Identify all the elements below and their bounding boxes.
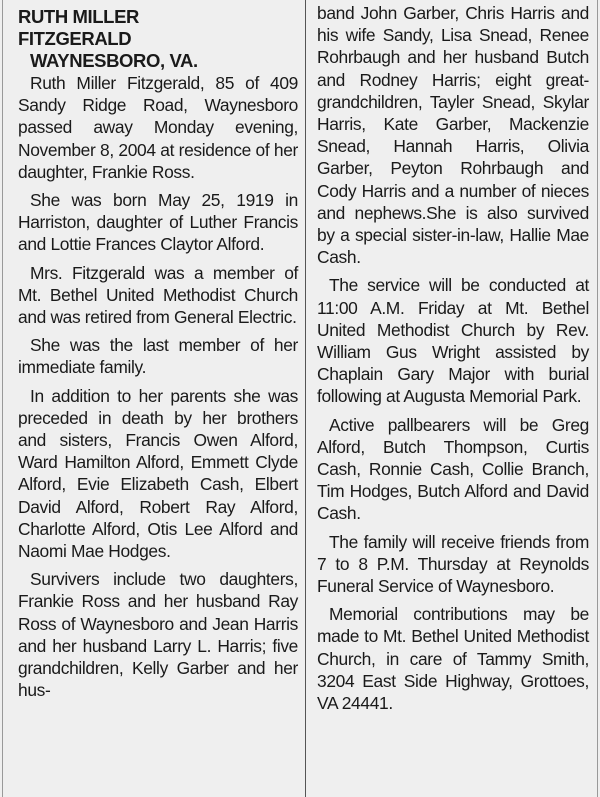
paragraph-visitation: The family will receive friends from 7 to 8 P.M. Thursday at Reynolds Funeral Service of Waynesboro.	[317, 531, 589, 597]
obituary-name-line1: RUTH MILLER	[18, 6, 139, 27]
paragraph-survivors-continued: band John Garber, Chris Harris and his wife Sandy, Lisa Snead, Renee Rohrbaugh and her husband Butch and Rodney Harris; eight great-grandchildren, Tayler Snead, Skylar Harris, Kate Garber, Mackenzie Snead, Hannah Harris, Olivia Garber, Peyton Rohrbaugh and Cody Harris and a number of nieces and nephews.She is also survived by a special sister-in-law, Hallie Mae Cash.	[317, 3, 589, 268]
right-column	[317, 2, 589, 714]
column-divider	[305, 0, 306, 797]
right-edge-rule	[597, 0, 598, 797]
paragraph-survivors: Survivers include two daughters, Frankie Ross and her husband Ray Ross of Waynesboro and Jean Harris and her husband Larry L. Harris; five grandchildren, Kelly Garber and her hus-	[18, 569, 298, 701]
left-column	[18, 6, 298, 701]
obituary-name-line2: FITZGERALD	[18, 28, 132, 49]
obituary-location: WAYNESBORO, VA.	[30, 50, 198, 71]
paragraph-preceded-in-death: In addition to her parents she was preceded in death by her brothers and sisters, Francis Owen Alford, Ward Hamilton Alford, Emmett Clyde Alford, Evie Elizabeth Cash, Elbert David Alford, Robert Ray Alford, Charlotte Alford, Otis Lee Alford and Naomi Mae Hodges.	[18, 385, 298, 562]
paragraph-pallbearers: Active pallbearers will be Greg Alford, Butch Thompson, Curtis Cash, Ronnie Cash, Collie Branch, Tim Hodges, Butch Alford and David Cash.	[317, 414, 589, 524]
paragraph-service: The service will be conducted at 11:00 A.M. Friday at Mt. Bethel United Methodist Church by Rev. William Gus Wright assisted by Chaplain Gary Major with burial following at Augusta Memorial Park.	[317, 275, 589, 407]
left-edge-rule	[2, 0, 3, 797]
paragraph-memorial-contributions: Memorial contributions may be made to Mt. Bethel United Methodist Church, in care of Tammy Smith, 3204 East Side Highway, Grottoes, VA 24441.	[317, 604, 589, 714]
paragraph-death-notice: Ruth Miller Fitzgerald, 85 of 409 Sandy Ridge Road, Waynesboro passed away Monday evening, November 8, 2004 at residence of her daughter, Frankie Ross.	[18, 73, 298, 182]
paragraph-birth: She was born May 25, 1919 in Harriston, daughter of Luther Francis and Lottie Frances Claytor Alford.	[18, 190, 298, 255]
paragraph-last-member: She was the last member of her immediate family.	[18, 335, 298, 378]
paragraph-membership: Mrs. Fitzgerald was a member of Mt. Bethel United Methodist Church and was retired from General Electric.	[18, 262, 298, 328]
